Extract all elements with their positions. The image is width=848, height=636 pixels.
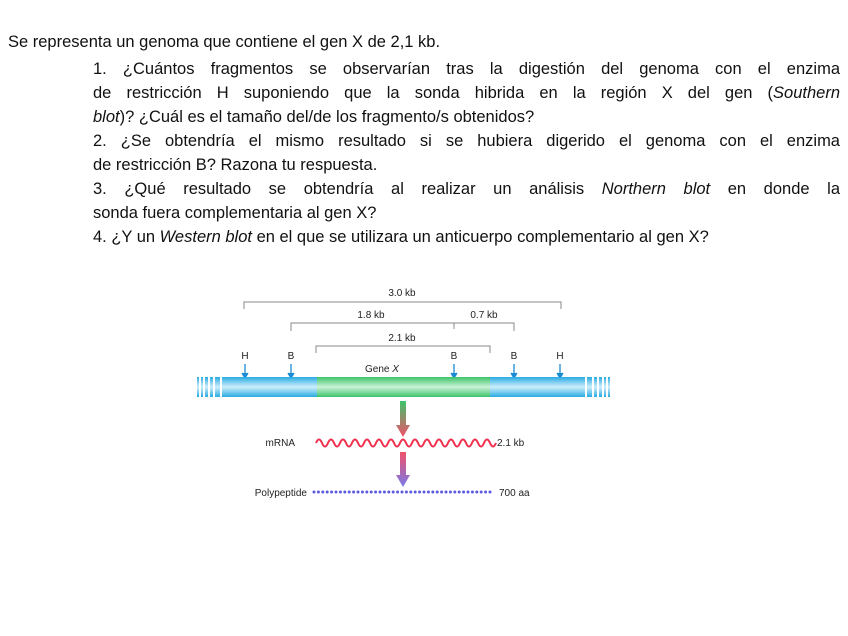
site-b2: B <box>450 351 458 362</box>
label-b2: 0.7 kb <box>470 310 498 321</box>
amino-acid-dot <box>436 491 439 494</box>
amino-acid-dot <box>387 491 390 494</box>
amino-acid-dot <box>321 491 324 494</box>
amino-acid-dot <box>365 491 368 494</box>
q1-italic: blot <box>93 108 120 126</box>
amino-acid-dot <box>383 491 386 494</box>
amino-acid-dot <box>409 491 412 494</box>
amino-acid-dot <box>401 491 404 494</box>
q1-text: 1. ¿Cuántos fragmentos se observarían tras la digestión del genoma con el enzima <box>93 60 840 78</box>
q4-italic: Western blot <box>159 228 252 246</box>
label-b1: 1.8 kb <box>357 310 385 321</box>
bracket-gene <box>316 346 490 353</box>
q3-text: sonda fuera complementaria al gen X? <box>93 204 377 222</box>
q3-italic: Northern blot <box>601 180 711 198</box>
amino-acid-dot <box>326 491 329 494</box>
amino-acid-dot <box>449 491 452 494</box>
bracket-bam <box>291 323 514 331</box>
site-arrow-icons <box>242 364 563 378</box>
amino-acid-dot <box>489 491 492 494</box>
amino-acid-dot <box>339 491 342 494</box>
amino-acid-dot <box>335 491 338 494</box>
amino-acid-dot <box>414 491 417 494</box>
mrna-size: 2.1 kb <box>497 438 525 449</box>
amino-acid-dot <box>484 491 487 494</box>
transcription-arrow-icon <box>396 401 410 437</box>
mrna-label: mRNA <box>265 438 295 449</box>
q1-text: de restricción H suponiendo que la sonda hibrida en la región X del gen ( <box>93 84 774 102</box>
dna-bar <box>197 377 610 397</box>
q2-text: 2. ¿Se obtendría el mismo resultado si se hubiera digerido el genoma con el enzima <box>93 132 840 150</box>
amino-acid-dot <box>317 491 320 494</box>
polypeptide-chain <box>313 491 492 494</box>
amino-acid-dot <box>471 491 474 494</box>
size-brackets <box>244 302 561 353</box>
amino-acid-dot <box>379 491 382 494</box>
intro-text: Se representa un genoma que contiene el gen X de 2,1 kb. <box>8 33 441 51</box>
q4-text: 4. ¿Y un <box>93 228 160 246</box>
amino-acid-dot <box>313 491 316 494</box>
amino-acid-dot <box>445 491 448 494</box>
amino-acid-dot <box>458 491 461 494</box>
amino-acid-dot <box>330 491 333 494</box>
amino-acid-dot <box>374 491 377 494</box>
amino-acid-dot <box>352 491 355 494</box>
amino-acid-dot <box>418 491 421 494</box>
amino-acid-dot <box>423 491 426 494</box>
amino-acid-dot <box>396 491 399 494</box>
q4-text: en el que se utilizara un anticuerpo complementario al gen X? <box>251 228 709 246</box>
amino-acid-dot <box>370 491 373 494</box>
amino-acid-dot <box>361 491 364 494</box>
site-h2: H <box>556 351 564 362</box>
q1-italic: Southern <box>773 84 840 102</box>
gene-x-region <box>317 377 490 397</box>
site-h1: H <box>241 351 249 362</box>
q3-text: en donde la <box>710 180 841 198</box>
label-gene-size: 2.1 kb <box>388 333 416 344</box>
amino-acid-dot <box>427 491 430 494</box>
amino-acid-dot <box>462 491 465 494</box>
amino-acid-dot <box>453 491 456 494</box>
restriction-sites <box>241 351 563 378</box>
amino-acid-dot <box>392 491 395 494</box>
amino-acid-dot <box>431 491 434 494</box>
site-b3: B <box>510 351 518 362</box>
q1-text: )? ¿Cuál es el tamaño del/de los fragmento/s obtenidos? <box>119 108 535 126</box>
mrna-wave <box>316 440 496 447</box>
label-total: 3.0 kb <box>388 288 416 299</box>
q2-text: de restricción B? Razona tu respuesta. <box>93 156 378 174</box>
amino-acid-dot <box>357 491 360 494</box>
site-b1: B <box>287 351 295 362</box>
amino-acid-dot <box>348 491 351 494</box>
amino-acid-dot <box>405 491 408 494</box>
translation-arrow-icon <box>396 452 410 487</box>
gene-label: Gene X <box>365 364 399 375</box>
bracket-total <box>244 302 561 309</box>
q3-text: 3. ¿Qué resultado se obtendría al realizar un análisis <box>93 180 602 198</box>
polypeptide-size: 700 aa <box>499 488 530 499</box>
amino-acid-dot <box>440 491 443 494</box>
amino-acid-dot <box>467 491 470 494</box>
amino-acid-dot <box>343 491 346 494</box>
amino-acid-dot <box>480 491 483 494</box>
amino-acid-dot <box>475 491 478 494</box>
polypeptide-label: Polypeptide <box>254 488 307 499</box>
